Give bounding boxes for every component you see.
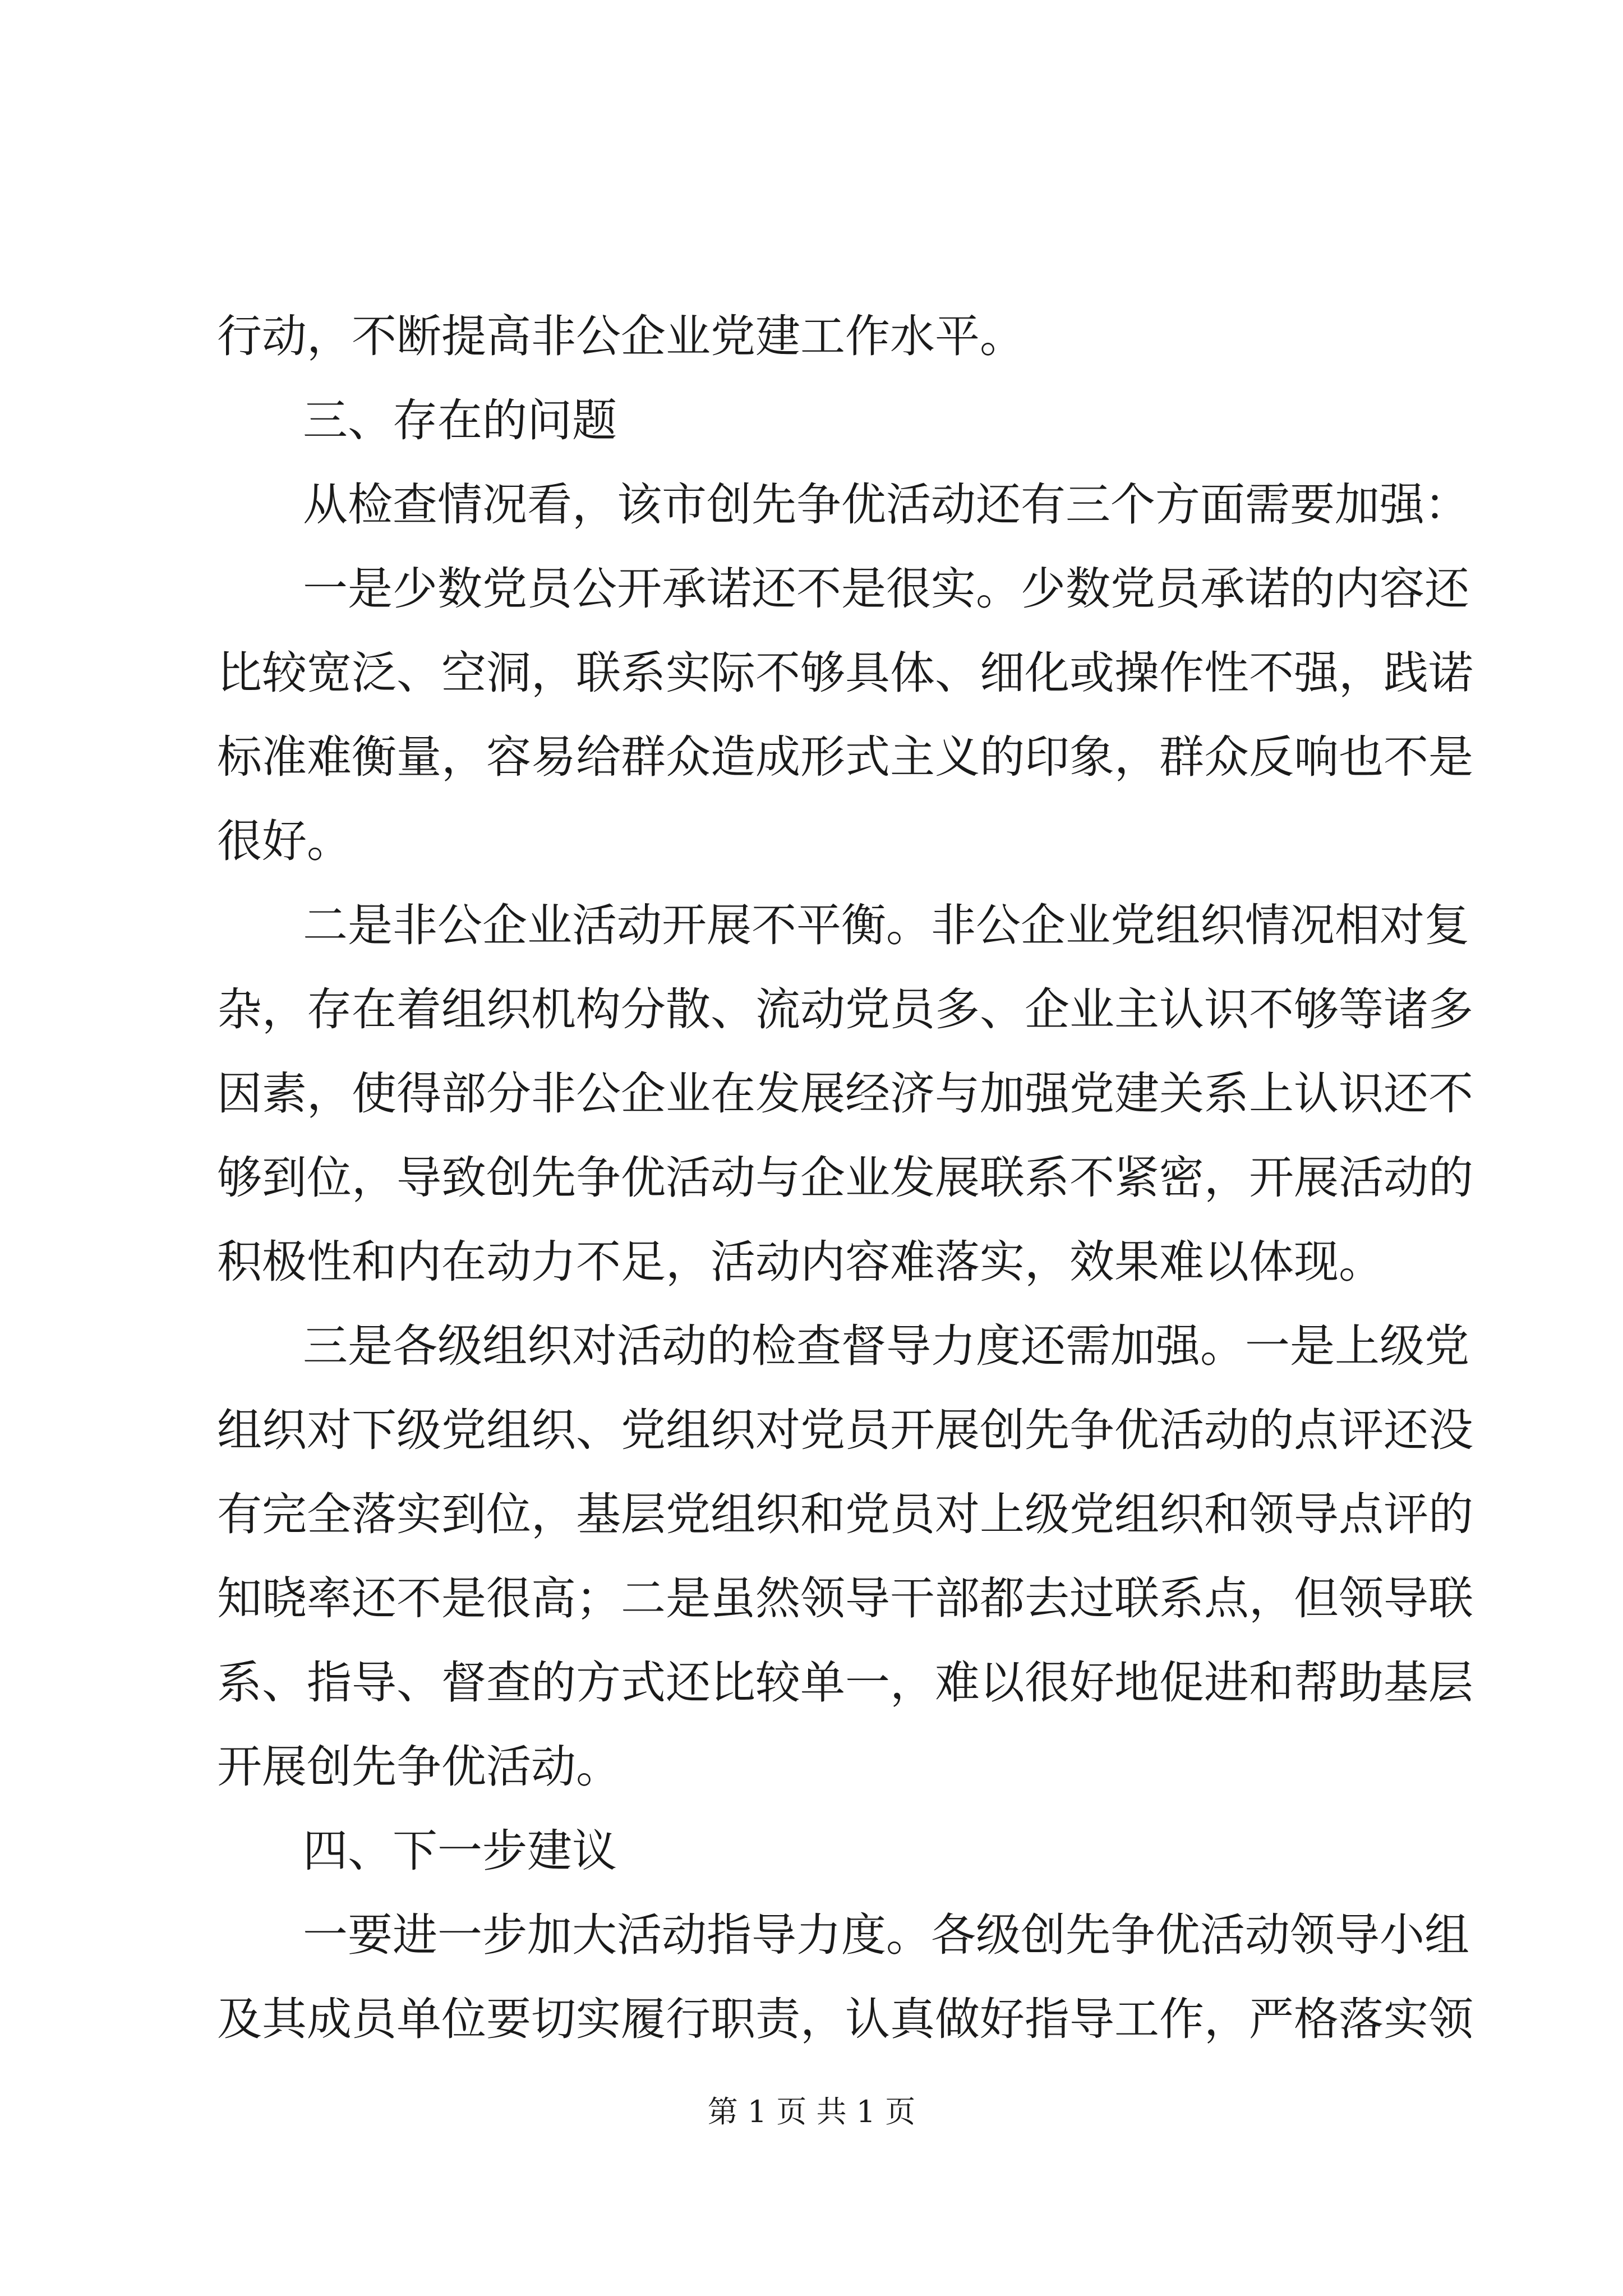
paragraph-line: 标准难衡量，容易给群众造成形式主义的印象，群众反响也不是 xyxy=(217,731,1473,783)
paragraph-line: 组织对下级党组织、党组织对党员开展创先争优活动的点评还没 xyxy=(217,1404,1473,1456)
paragraph-line: 知晓率还不是很高；二是虽然领导干部都去过联系点，但领导联 xyxy=(217,1572,1473,1625)
paragraph-line: 开展创先争优活动。 xyxy=(217,1741,621,1793)
paragraph-line: 二是非公企业活动开展不平衡。非公企业党组织情况相对复 xyxy=(303,899,1469,951)
section-heading: 四、下一步建议 xyxy=(303,1825,617,1877)
paragraph-line: 及其成员单位要切实履行职责，认真做好指导工作，严格落实领 xyxy=(217,1993,1473,2045)
paragraph-line: 从检查情况看，该市创先争优活动还有三个方面需要加强： xyxy=(303,478,1469,531)
paragraph-line: 系、指导、督查的方式还比较单一，难以很好地促进和帮助基层 xyxy=(217,1657,1473,1709)
paragraph-line: 因素，使得部分非公企业在发展经济与加强党建关系上认识还不 xyxy=(217,1068,1473,1120)
paragraph-line: 三是各级组织对活动的检查督导力度还需加强。一是上级党 xyxy=(303,1320,1469,1372)
paragraph-line: 积极性和内在动力不足，活动内容难落实，效果难以体现。 xyxy=(217,1236,1384,1288)
paragraph-line: 比较宽泛、空洞，联系实际不够具体、细化或操作性不强，践诺 xyxy=(217,647,1473,699)
paragraph-line: 一要进一步加大活动指导力度。各级创先争优活动领导小组 xyxy=(303,1909,1469,1961)
paragraph-line: 一是少数党员公开承诺还不是很实。少数党员承诺的内容还 xyxy=(303,563,1469,615)
page-number-footer: 第 1 页 共 1 页 xyxy=(707,2094,916,2129)
paragraph-line: 够到位，导致创先争优活动与企业发展联系不紧密，开展活动的 xyxy=(217,1152,1473,1204)
paragraph-line: 杂，存在着组织机构分散、流动党员多、企业主认识不够等诸多 xyxy=(217,983,1473,1036)
paragraph-line: 行动，不断提高非公企业党建工作水平。 xyxy=(217,310,1025,362)
paragraph-line: 很好。 xyxy=(217,815,352,867)
section-heading: 三、存在的问题 xyxy=(303,394,617,447)
paragraph-line: 有完全落实到位，基层党组织和党员对上级党组织和领导点评的 xyxy=(217,1488,1473,1540)
